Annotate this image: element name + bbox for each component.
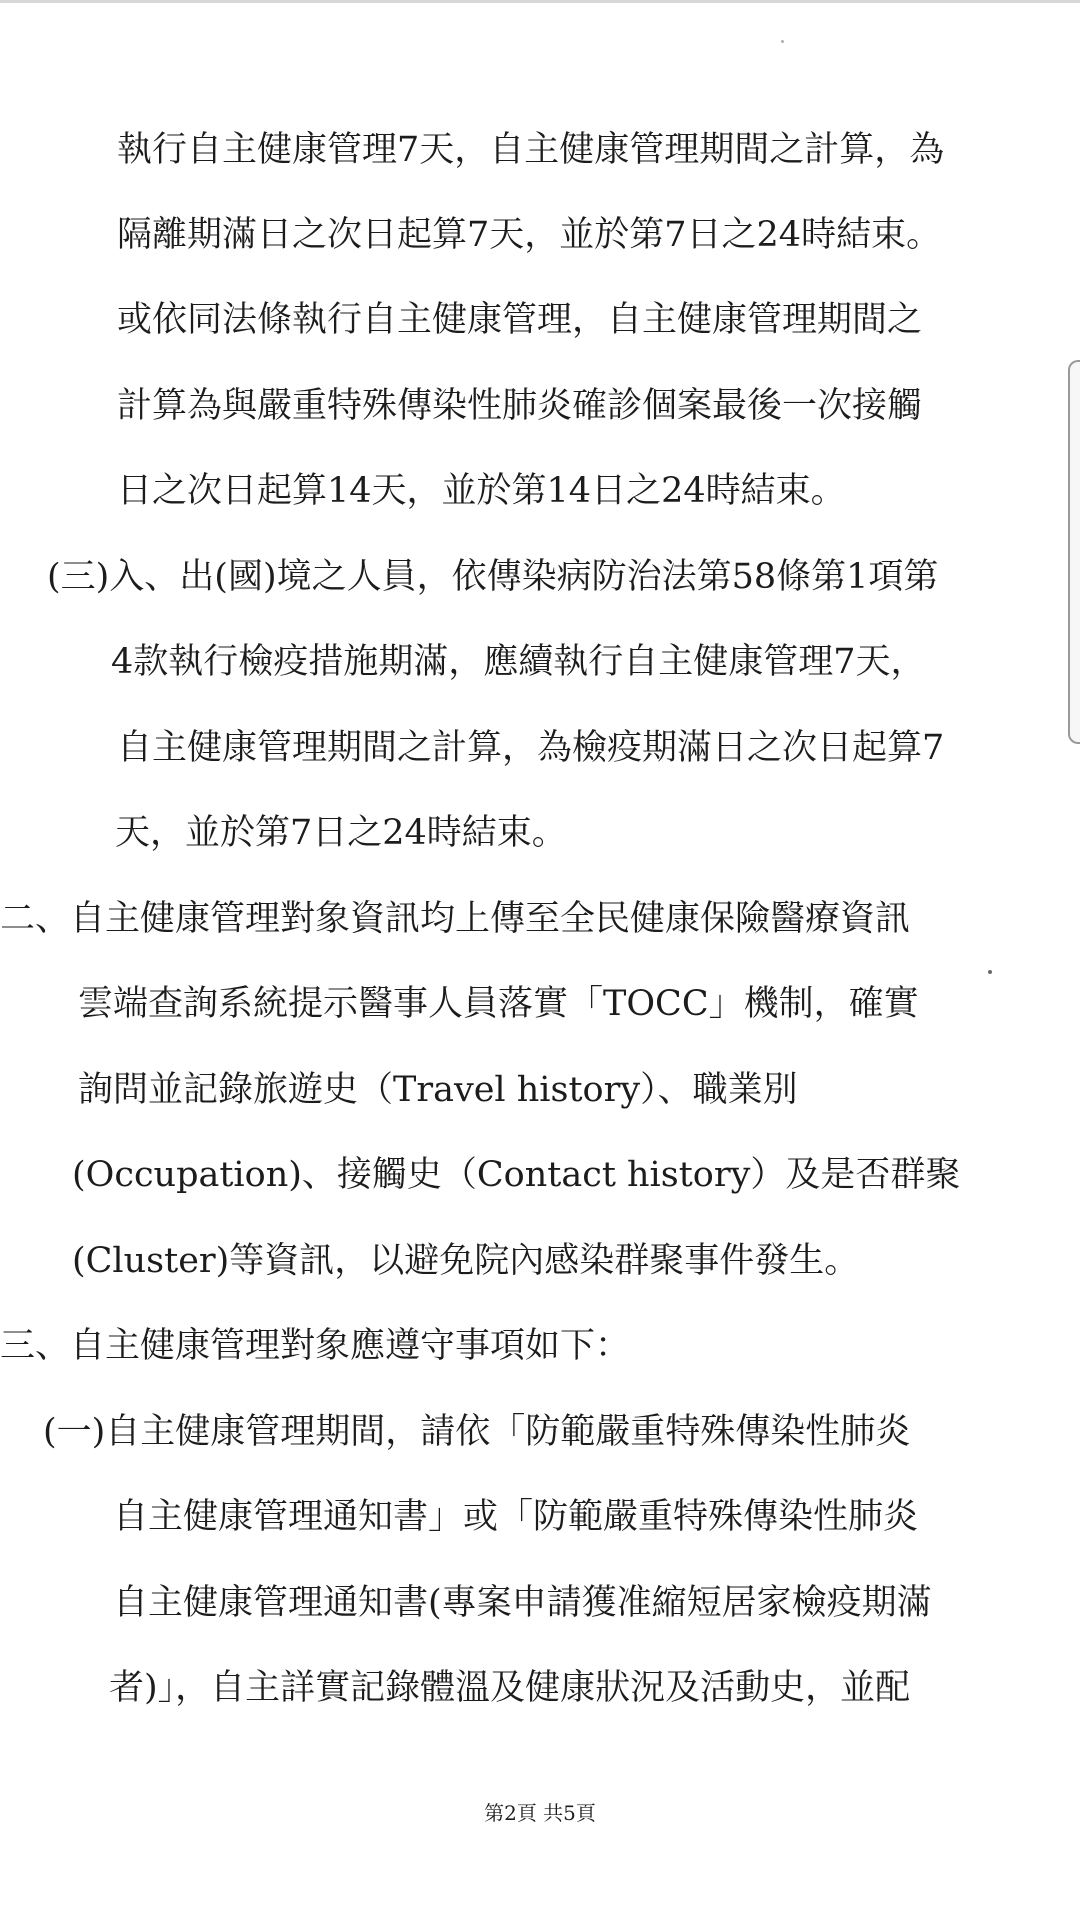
scan-speck	[781, 40, 784, 43]
section-3-heading: 三、自主健康管理對象應遵守事項如下：	[0, 1326, 631, 1366]
text-line-19: 者)」，自主詳實記錄體溫及健康狀況及活動史，並配	[109, 1668, 911, 1708]
text-line-1: 執行自主健康管理7天，自主健康管理期間之計算，為	[117, 130, 945, 170]
text-line-18: 自主健康管理通知書(專案申請獲准縮短居家檢疫期滿	[113, 1583, 932, 1623]
text-line-9: 天，並於第7日之24時結束。	[115, 813, 567, 853]
text-line-8: 自主健康管理期間之計算，為檢疫期滿日之次日起算7	[117, 728, 945, 768]
text-line-14: (Cluster)等資訊，以避免院內感染群聚事件發生。	[72, 1241, 860, 1281]
text-line-2: 隔離期滿日之次日起算7天，並於第7日之24時結束。	[117, 215, 942, 255]
text-line-5: 日之次日起算14天，並於第14日之24時結束。	[117, 471, 846, 511]
item-3-heading: (三)入、出(國)境之人員，依傳染病防治法第58條第1項第	[47, 557, 939, 597]
section-2-heading: 二、自主健康管理對象資訊均上傳至全民健康保險醫療資訊	[0, 899, 911, 939]
text-line-3: 或依同法條執行自主健康管理，自主健康管理期間之	[117, 300, 923, 340]
text-line-4: 計算為與嚴重特殊傳染性肺炎確診個案最後一次接觸	[117, 386, 923, 426]
text-line-12: 詢問並記錄旅遊史（Travel history）、職業別	[78, 1070, 798, 1110]
item-1-heading: (一)自主健康管理期間，請依「防範嚴重特殊傳染性肺炎	[43, 1412, 911, 1452]
text-line-11: 雲端查詢系統提示醫事人員落實「TOCC」機制，確實	[78, 984, 919, 1024]
page-number-footer: 第2頁 共5頁	[484, 1801, 596, 1825]
scan-top-edge	[0, 0, 1080, 3]
text-line-17: 自主健康管理通知書」或「防範嚴重特殊傳染性肺炎	[113, 1497, 919, 1537]
scan-speck	[988, 970, 992, 974]
text-line-7: 4款執行檢疫措施期滿，應續執行自主健康管理7天，	[111, 642, 926, 682]
text-line-13: (Occupation)、接觸史（Contact history）及是否群聚	[72, 1155, 961, 1195]
page-curl-edge	[1068, 360, 1080, 744]
